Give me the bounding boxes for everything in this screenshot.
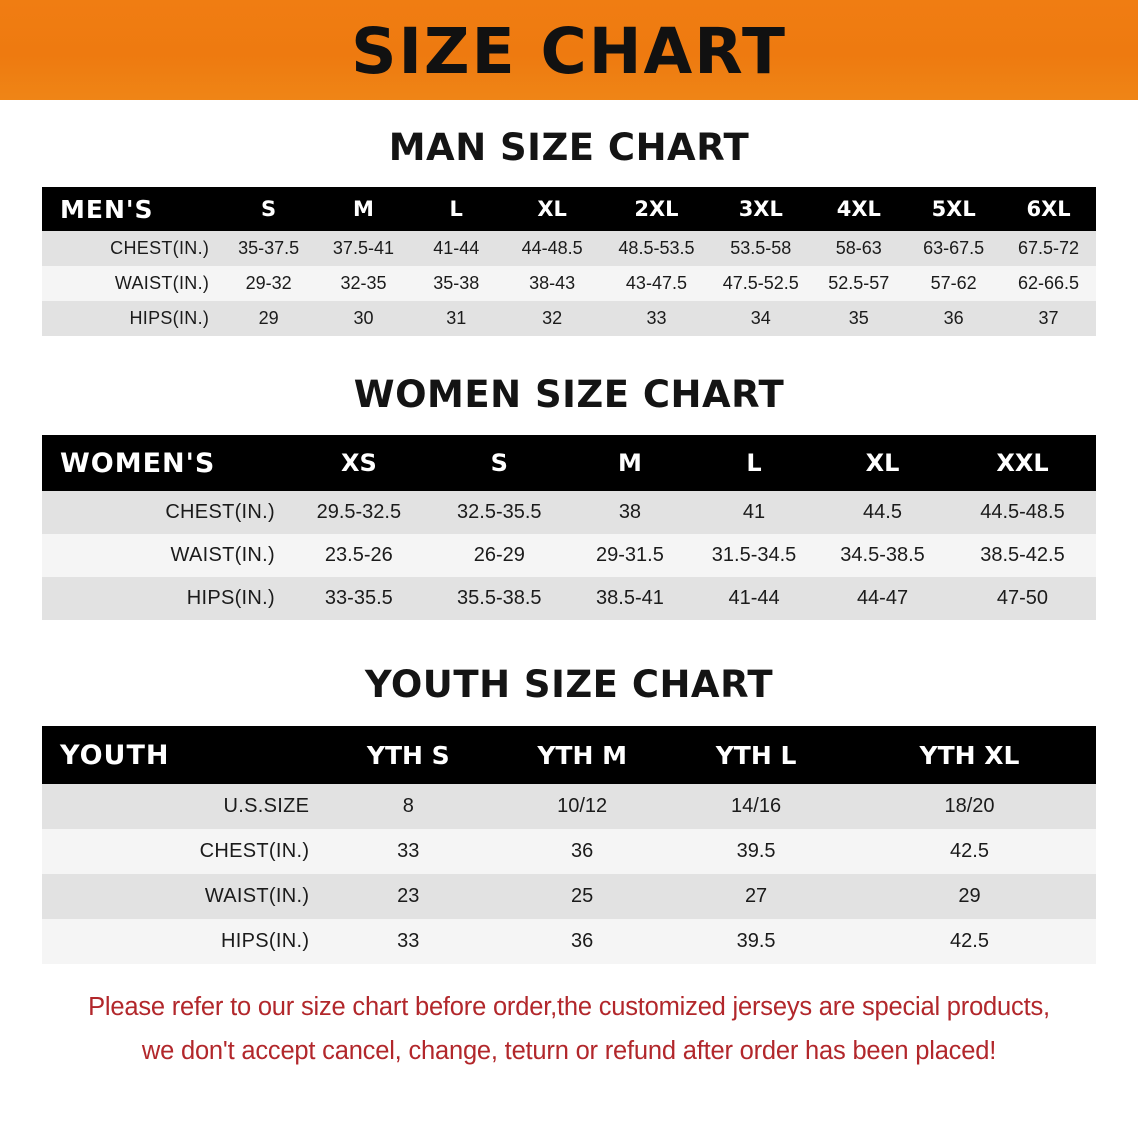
table-cell: 35 [848,308,869,328]
youth-row-label: U.S.SIZE [223,795,310,817]
man-col-header: L [449,197,463,221]
table-cell: 41-44 [433,238,480,258]
table-cell: 42.5 [950,930,989,952]
man-col-header: 5XL [931,197,976,221]
man-size-table [42,187,1096,336]
page-title: SIZE CHART [351,14,787,88]
table-cell: 25 [571,885,594,907]
table-cell: 38.5-42.5 [980,544,1065,566]
table-cell: 33 [646,308,667,328]
table-row [42,874,1096,919]
man-col-header: 3XL [738,197,783,221]
table-cell: 52.5-57 [828,273,890,293]
youth-col-header: YTH L [715,740,797,770]
table-cell: 33 [397,930,420,952]
table-cell: 44-48.5 [521,238,583,258]
youth-row-label: WAIST(IN.) [204,885,310,907]
table-cell: 36 [943,308,964,328]
table-cell: 31.5-34.5 [711,544,797,566]
table-cell: 33 [397,840,420,862]
table-cell: 27 [744,885,768,907]
man-col-header: 2XL [634,197,679,221]
women-table-header-row [42,435,1096,491]
table-row [42,534,1096,577]
table-cell: 14/16 [731,795,782,817]
policy-note-line-1: Please refer to our size chart before order,the customized jerseys are special products, [88,993,1050,1021]
youth-corner-label: YOUTH [60,739,170,771]
table-cell: 34.5-38.5 [840,544,925,566]
youth-row-label: HIPS(IN.) [221,930,310,952]
man-col-header: 6XL [1026,197,1071,221]
youth-size-table-container [0,726,1138,964]
man-row-label: HIPS(IN.) [129,308,210,328]
table-cell: 32-35 [340,273,387,293]
table-cell: 35-37.5 [238,238,300,258]
table-row [42,231,1096,266]
page-banner [0,0,1138,100]
women-size-table [42,435,1096,620]
table-cell: 47-50 [996,587,1049,609]
table-row [42,301,1096,336]
man-col-header: M [353,197,374,221]
table-cell: 29-31.5 [596,544,664,566]
table-cell: 62-66.5 [1018,273,1080,293]
table-row [42,491,1096,534]
man-corner-label: MEN'S [60,194,154,224]
table-cell: 57-62 [930,273,977,293]
table-cell: 41-44 [728,587,780,609]
table-cell: 44.5-48.5 [980,501,1065,523]
table-cell: 37 [1038,308,1059,328]
table-cell: 29 [958,885,981,907]
table-cell: 53.5-58 [730,238,792,258]
table-cell: 67.5-72 [1018,238,1080,258]
table-row [42,784,1096,829]
women-size-table-container [0,435,1138,620]
table-cell: 29-32 [245,273,292,293]
women-col-header: XS [340,449,377,477]
table-cell: 32.5-35.5 [457,501,542,523]
policy-note-line-2: we don't accept cancel, change, teturn or refund after order has been placed! [141,1036,997,1065]
table-cell: 39.5 [736,930,776,952]
women-row-label: CHEST(IN.) [165,501,275,523]
man-col-header: 4XL [836,197,881,221]
women-row-label: HIPS(IN.) [186,587,275,609]
youth-section-heading: YOUTH SIZE CHART [364,663,774,706]
women-corner-label: WOMEN'S [60,447,216,479]
table-cell: 38-43 [529,273,576,293]
table-cell: 18/20 [944,795,995,817]
table-cell: 36 [571,930,594,952]
table-cell: 48.5-53.5 [618,238,695,258]
women-col-header: XXL [996,449,1049,477]
table-cell: 29 [258,308,279,328]
youth-col-header: YTH XL [919,740,1020,770]
women-row-label: WAIST(IN.) [170,544,275,566]
table-cell: 33-35.5 [324,587,393,609]
table-row [42,266,1096,301]
table-cell: 43-47.5 [625,273,687,293]
table-cell: 32 [542,308,563,328]
man-table-header-row [42,187,1096,231]
women-col-header: S [490,449,508,477]
women-section-heading: WOMEN SIZE CHART [353,373,785,416]
youth-size-table [42,726,1096,964]
man-col-header: S [261,197,277,221]
table-cell: 44.5 [863,501,902,523]
youth-col-header: YTH S [366,740,450,770]
man-row-label: WAIST(IN.) [114,273,210,293]
table-cell: 30 [353,308,374,328]
man-row-label: CHEST(IN.) [110,238,210,258]
table-cell: 31 [446,308,467,328]
man-size-table-container [0,187,1138,336]
table-cell: 37.5-41 [332,238,394,258]
table-cell: 34 [750,308,771,328]
women-col-header: XL [865,449,900,477]
table-cell: 42.5 [950,840,989,862]
man-col-header: XL [537,197,567,221]
table-cell: 39.5 [736,840,776,862]
table-row [42,577,1096,620]
table-cell: 8 [402,795,414,817]
women-col-header: M [618,449,642,477]
table-cell: 26-29 [473,544,525,566]
youth-table-header-row [42,726,1096,784]
table-cell: 47.5-52.5 [722,273,799,293]
table-row [42,919,1096,964]
man-section-heading: MAN SIZE CHART [388,126,750,169]
table-cell: 35.5-38.5 [457,587,542,609]
table-cell: 23.5-26 [324,544,393,566]
youth-col-header: YTH M [537,740,627,770]
youth-row-label: CHEST(IN.) [199,840,310,862]
women-col-header: L [746,449,762,477]
table-row [42,829,1096,874]
table-cell: 63-67.5 [923,238,985,258]
table-cell: 58-63 [835,238,882,258]
table-cell: 38.5-41 [596,587,664,609]
table-cell: 35-38 [433,273,480,293]
policy-note [0,986,1138,1074]
table-cell: 10/12 [557,795,608,817]
table-cell: 44-47 [856,587,909,609]
table-cell: 36 [571,840,594,862]
table-cell: 29.5-32.5 [316,501,402,523]
table-cell: 41 [742,501,766,523]
table-cell: 23 [397,885,420,907]
table-cell: 38 [618,501,642,523]
